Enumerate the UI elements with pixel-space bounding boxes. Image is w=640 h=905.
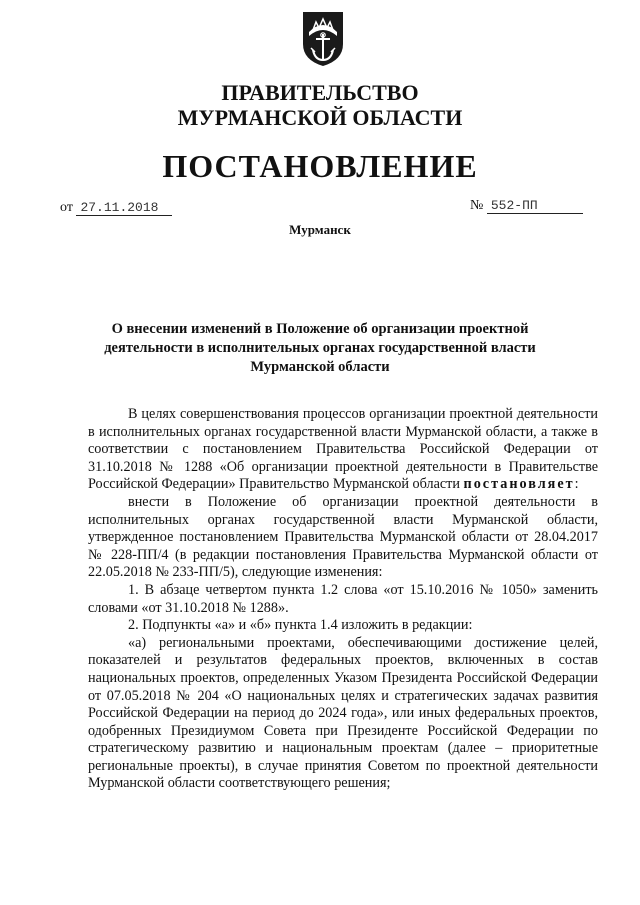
subject-line3: Мурманской области [250,359,390,375]
document-body [88,406,598,793]
paragraph-subitem-a: «а) региональными проектами, обеспечивающими достижение целей, показателей и результатов федеральных проектов, включенных в состав национальных проектов, определенных Указом Президента Российской Федерации от 07.05.2018 № 204 «О национальных целях и стратегических задачах развития Российской Федерации на период до 2024 года», или иных федеральных проектов, одобренных Президиумом Совета при Президенте Российской Федерации по стратегическому развитию и национальным проектам (далее – приоритетные региональные проекты), в случае принятия Советом по проектной деятельности Мурманской области соответствующего решения; [88,634,598,792]
date-value: 27.11.2018 [76,200,172,216]
preamble-end: : [574,476,579,493]
paragraph-item-2: 2. Подпункты «а» и «б» пункта 1.4 изложить в редакции: [128,617,473,634]
government-title [0,80,640,130]
date-field [60,200,172,216]
paragraph-preamble [88,406,598,494]
preamble-emphasis: постановляет [463,476,575,493]
government-title-line1: ПРАВИТЕЛЬСТВО [221,80,419,105]
date-prefix: от [60,200,73,215]
paragraph-resolution: внести в Положение об организации проектной деятельности в исполнительных органах государственной власти Мурманской области, утвержденное постановлением Правительства Мурманской области от 28.04.2017 № 228-ПП/4 (в редакции постановления Правительства Мурманской области от 22.05.2018 № 233-ПП/5), следующие изменения: [88,493,598,581]
preamble-text: В целях совершенствования процессов организации проектной деятельности в исполнительных органах государственной власти Мурманской области, а также в соответствии с постановлением Правительства Российской Федерации от 31.10.2018 № 1288 «Об организации проектной деятельности в Правительстве Российской Федерации» Правительство Мурманской области [88,406,598,493]
number-field [470,198,583,214]
subject-line2: деятельности в исполнительных органах государственной власти [104,340,536,356]
city-name: Мурманск [289,222,351,237]
document-type-heading: ПОСТАНОВЛЕНИЕ [162,148,478,184]
paragraph-item-1: 1. В абзаце четвертом пункта 1.2 слова «от 15.10.2016 № 1050» заменить словами «от 31.10.2018 № 1288». [88,581,598,616]
murmansk-coat-of-arms-icon [301,10,345,68]
number-value: 552-ПП [487,198,583,214]
document-subject [100,320,540,377]
government-title-line2: МУРМАНСКОЙ ОБЛАСТИ [177,105,463,130]
number-prefix: № [470,198,484,213]
subject-line1: О внесении изменений в Положение об организации проектной [111,321,529,337]
